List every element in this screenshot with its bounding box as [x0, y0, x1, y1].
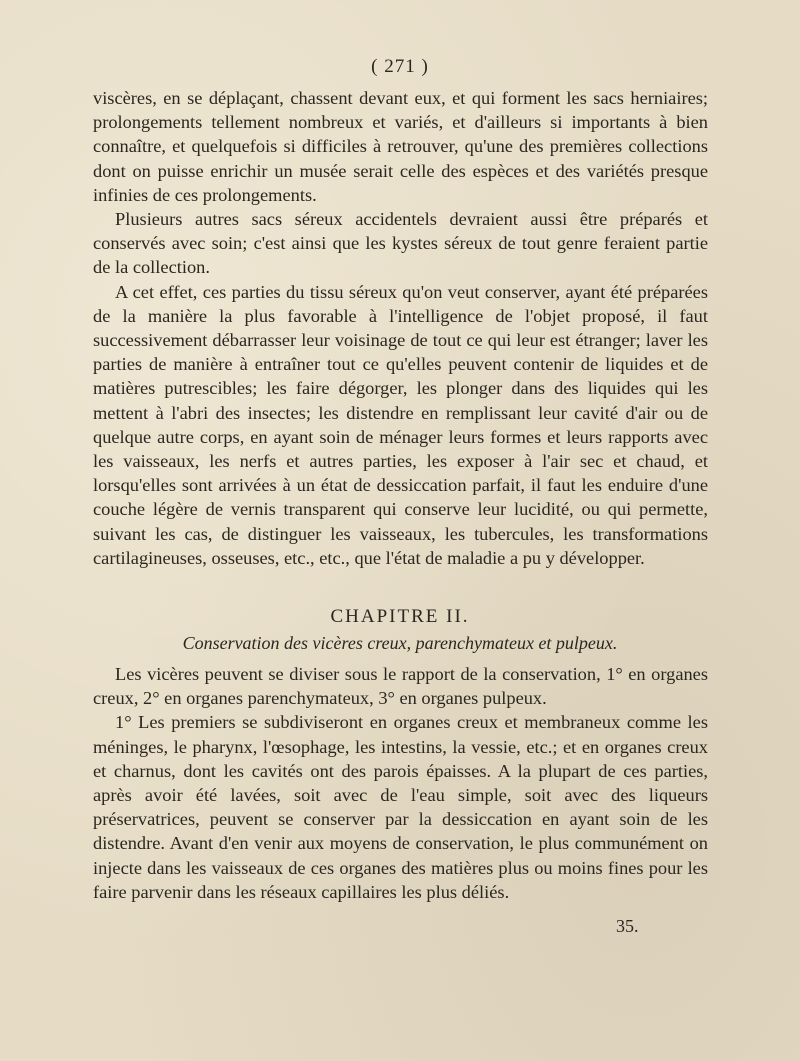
chapter-subtitle: Conservation des vicères creux, parenchymateux et pulpeux.: [182, 633, 618, 653]
page-number: ( 271 ): [371, 56, 429, 77]
text-block-bottom: [93, 662, 708, 904]
paragraph: viscères, en se déplaçant, chassent devant eux, et qui forment les sacs herniaires; prolongements tellement nombreux et variés, et d'ailleurs si importants à bien connaître, et quelquefois si difficiles à retrouver, qu'une des premières collections dont on puisse enrichir un musée serait celle des espèces et des variétés presque infinies de ces prolongements.: [93, 88, 708, 205]
paragraph: 1° Les premiers se subdiviseront en organes creux et membraneux comme les méninges, le pharynx, l'œsophage, les intestins, la vessie, etc.; et en organes creux et charnus, dont les cavités ont des parois épaisses. A la plupart de ces parties, après avoir été lavées, soit avec de l'eau simple, soit avec des liqueurs préservatrices, peuvent se conserver par la dessiccation en ayant soin de les distendre. Avant d'en venir aux moyens de conservation, le plus communément on injecte dans les vaisseaux de ces organes des matières plus ou moins fines pour les faire parvenir dans les réseaux capillaires les plus déliés.: [93, 712, 708, 902]
paragraph: A cet effet, ces parties du tissu séreux qu'on veut conserver, ayant été préparées de la manière la plus favorable à l'intelligence de l'objet proposé, il faut successivement débarrasser leur voisinage de tout ce qui leur est étranger; laver les parties de manière à entraîner tout ce qu'elles peuvent contenir de liquides et de matières putrescibles; les faire dégorger, les plonger dans des liquides qui les mettent à l'abri des insectes; les distendre en remplissant leur cavité d'air ou de quelque autre corps, en ayant soin de ménager leurs formes et leurs rapports avec les vaisseaux, les nerfs et autres parties, les exposer à l'air sec et chaud, et lorsqu'elles sont arrivées à un état de dessiccation parfait, il faut les enduire d'une couche légère de vernis transparent qui conserve leur lucidité, ou qui permette, suivant les cas, de distinguer les vaisseaux, les tubercules, les transformations cartilagineuses, osseuses, etc., etc., que l'état de maladie a pu y développer.: [93, 281, 708, 568]
signature-mark: 35.: [616, 916, 639, 936]
paragraph: Les vicères peuvent se diviser sous le rapport de la conservation, 1° en organes creux, 2° en organes parenchymateux, 3° en organes pulpeux.: [93, 664, 708, 709]
paragraph: Plusieurs autres sacs séreux accidentels devraient aussi être préparés et conservés avec soin; c'est ainsi que les kystes séreux de tout genre feraient partie de la collection.: [93, 209, 708, 278]
chapter-title: CHAPITRE II.: [330, 606, 470, 627]
text-block-top: [93, 86, 708, 570]
